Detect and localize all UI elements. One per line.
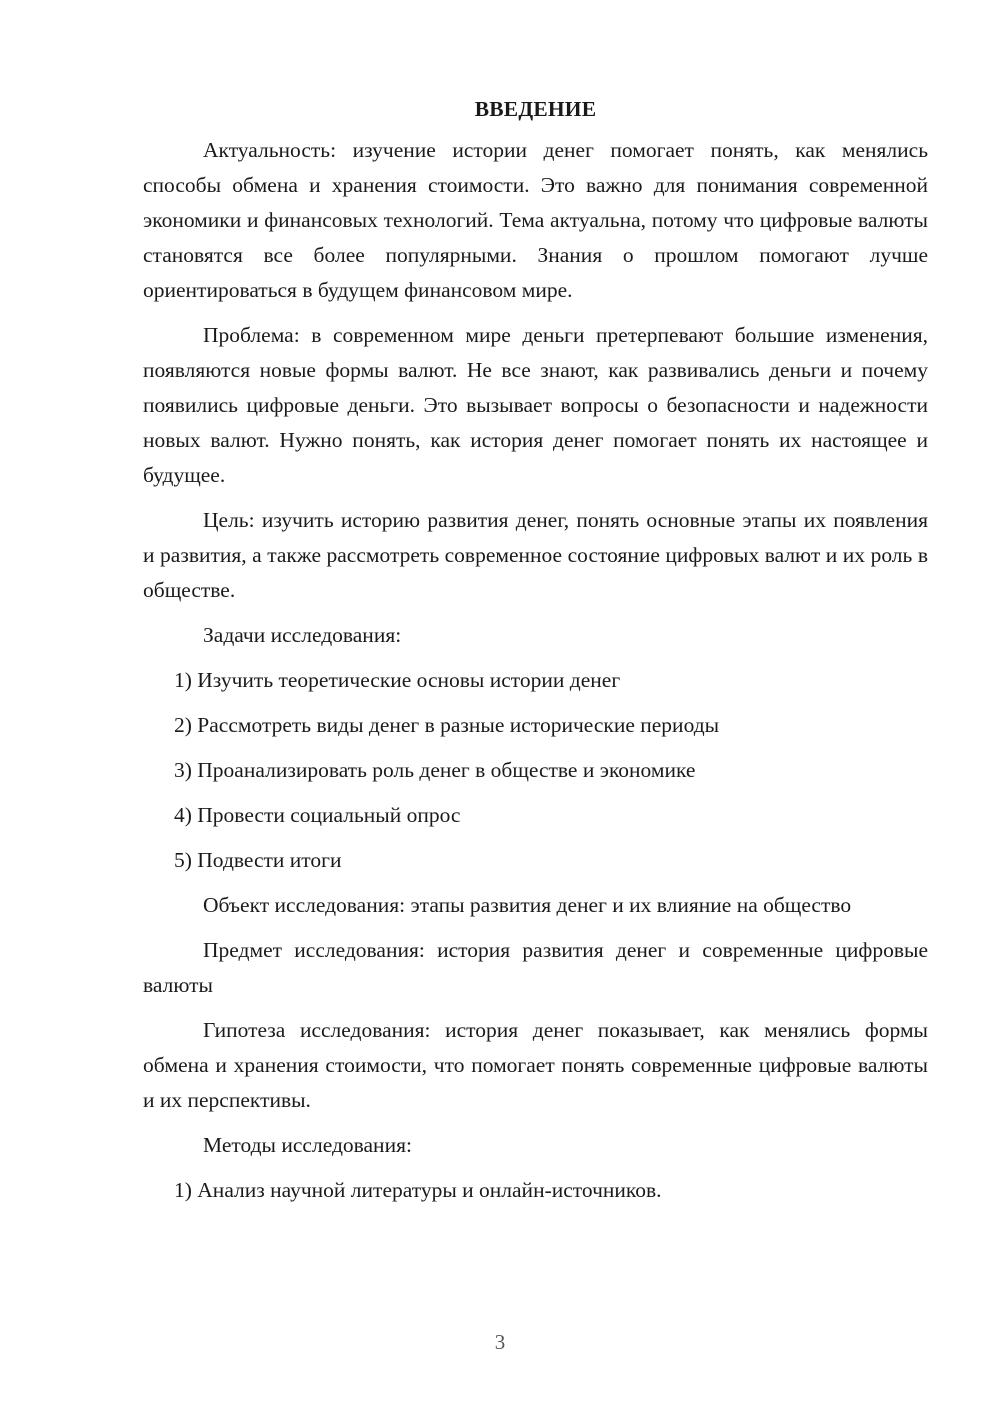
methods-heading: Методы исследования: (203, 1133, 412, 1157)
goal-paragraph: Цель: изучить историю развития денег, понять основные этапы их появления и развития, а также рассмотреть современное состояние цифровых валют и их роль в обществе. (143, 508, 928, 602)
method-item: 1) Анализ научной литературы и онлайн-источников. (174, 1178, 662, 1202)
section-title: ВВЕДЕНИЕ (474, 97, 597, 121)
hypothesis-paragraph: Гипотеза исследования: история денег показывает, как менялись формы обмена и хранения стоимости, что помогает понять современные цифровые валюты и их перспективы. (143, 1018, 928, 1112)
page-number: 3 (494, 1330, 506, 1354)
document-page (143, 92, 928, 1218)
task-item: 1) Изучить теоретические основы истории денег (174, 668, 621, 692)
tasks-heading: Задачи исследования: (203, 623, 402, 647)
task-item: 3) Проанализировать роль денег в обществе и экономике (174, 758, 696, 782)
task-item: 4) Провести социальный опрос (174, 803, 461, 827)
subject-paragraph: Предмет исследования: история развития денег и современные цифровые валюты (143, 938, 928, 997)
object-paragraph: Объект исследования: этапы развития денег и их влияние на общество (203, 893, 852, 917)
relevance-paragraph: Актуальность: изучение истории денег помогает понять, как менялись способы обмена и хранения стоимости. Это важно для понимания современной экономики и финансовых технологий. Тема актуальна, потому что цифровые валюты становятся все более популярными. Знания о прошлом помогают лучше ориентироваться в будущем финансовом мире. (143, 138, 928, 302)
problem-paragraph: Проблема: в современном мире деньги претерпевают большие изменения, появляются новые формы валют. Не все знают, как развивались деньги и почему появились цифровые деньги. Это вызывает вопросы о безопасности и надежности новых валют. Нужно понять, как история денег помогает понять их настоящее и будущее. (143, 323, 928, 487)
task-item: 2) Рассмотреть виды денег в разные исторические периоды (174, 713, 720, 737)
task-item: 5) Подвести итоги (174, 848, 342, 872)
